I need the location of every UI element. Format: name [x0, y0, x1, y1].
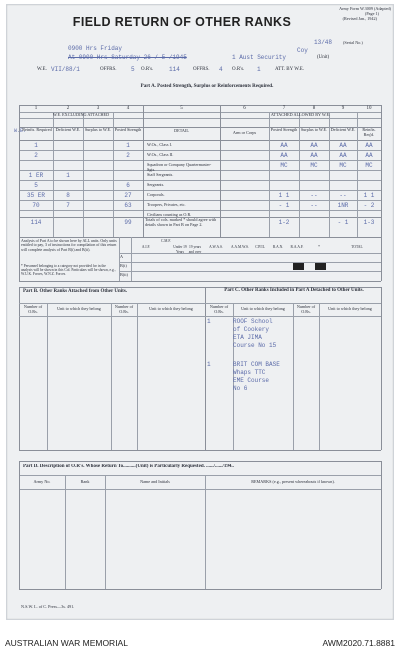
row-cell: AA: [365, 152, 373, 159]
part-d-head: REMARKS (e.g., present whereabouts if known).: [251, 479, 335, 484]
unit-label: (Unit): [317, 55, 330, 60]
row-cell: MC: [310, 162, 318, 169]
part-d-title: Part D. Description of O.R's. Whose Return To..........(Unit) is Particularly Requested. ....../....../194..: [23, 464, 234, 469]
col-head: Arm or Corps: [232, 130, 257, 135]
row-cell: MC: [365, 162, 373, 169]
row-detail: Troopers, Privates, etc.: [147, 202, 186, 207]
row-cell: AA: [339, 152, 347, 159]
part-d-head: Rank: [80, 479, 90, 484]
part-d-head: Name and Initials: [140, 479, 170, 484]
col-number: 10: [366, 106, 372, 111]
col-number: 4: [126, 106, 130, 111]
row-cell: 8: [66, 192, 70, 199]
hrs-friday: 0900 Hrs Friday: [68, 45, 123, 52]
row-cell: 1: [66, 172, 70, 179]
part-c-head: Unit to which they belong: [328, 306, 372, 311]
analysis-head: *: [318, 245, 320, 249]
analysis-head: A.A.M.W.S.: [231, 245, 249, 249]
col-head: Deficient W.E.: [55, 127, 81, 132]
col-head: Surplus to W.E.: [84, 127, 112, 132]
row-cell: 5: [34, 182, 38, 189]
part-b-head: Unit to which they belong: [149, 306, 193, 311]
row-cell: MC: [339, 162, 347, 169]
row-cell: --: [310, 202, 318, 209]
or2-label: O.R's.: [232, 67, 245, 72]
row-cell: 27: [124, 192, 132, 199]
part-c-entry-num: 1: [207, 361, 211, 368]
col-number: 6: [243, 106, 246, 111]
row-cell: --: [339, 192, 347, 199]
col-head: Reinfts. Req'd.: [362, 127, 376, 137]
analysis-row-a: A: [120, 254, 124, 259]
col-number: 2: [66, 106, 70, 111]
analysis-head: R.A.A.F.: [290, 245, 304, 249]
col-number: 5: [180, 106, 183, 111]
row-cell: AA: [365, 142, 373, 149]
row-cell: --: [310, 192, 318, 199]
or2-value: 1: [257, 66, 261, 73]
part-b-head: Number of O.Rs.: [114, 304, 134, 314]
serial-number: 13/48: [314, 39, 333, 46]
unit-typed: 1 Aust Security: [232, 54, 287, 61]
total-c4: 99: [124, 219, 132, 226]
total-c7: 1-2: [278, 219, 290, 226]
analysis-head: A.I.F.: [141, 245, 151, 249]
part-b-title: Part B. Other Ranks Attached from Other Units.: [23, 289, 128, 294]
part-b-head: Unit to which they belong: [57, 306, 101, 311]
row-cell: MC: [280, 162, 288, 169]
we-value: VII/88/1: [51, 66, 80, 73]
row-cell: AA: [280, 152, 288, 159]
row-cell: 6: [126, 182, 130, 189]
we-prefix: W.E.: [37, 67, 47, 72]
row-cell: - 1: [278, 202, 290, 209]
row-cell: - 2: [363, 202, 375, 209]
row-detail: W.Os., Class II.: [147, 152, 174, 157]
revised-label: (Revised Jan., 1942): [342, 16, 377, 21]
analysis-head: CIVIL: [255, 245, 265, 249]
offrs-label: OFFRS.: [100, 67, 117, 72]
analysis-head: Under 19 Years: [173, 245, 187, 254]
analysis-head: 19 years and over: [188, 245, 202, 254]
blacked-cell: [315, 263, 326, 270]
group-right-head: ATTACHED ALLOWED BY W.E.: [270, 112, 331, 117]
at-line: At 0900 Hrs Saturday 26 / 5 /1945: [68, 54, 187, 61]
part-b-head: Number of O.Rs.: [23, 304, 43, 314]
offrs2-label: OFFRS.: [193, 67, 210, 72]
serial-label: (Serial No.): [343, 40, 363, 45]
row-cell: AA: [310, 142, 318, 149]
analysis-text: Analysis of Part A to be shown here by ALL units. Only units entitled to pay, 3 of instructions for compilation of this return will complete analysis of Part B(i) and B(ii).: [21, 239, 117, 252]
row-cell: 63: [124, 202, 132, 209]
or-label: O.R's.: [141, 67, 154, 72]
row-detail: Corporals.: [147, 192, 165, 197]
row-detail: Civilians counting as O.R.: [147, 212, 192, 217]
row-cell: 1NR: [337, 202, 349, 209]
analysis-note: * Personnel belonging to a category not provided for in the analysis will be shown in this Col. Particulars will be shown, e.g., W.U.K. Forces, W.N.Z. Forces.: [21, 264, 116, 277]
totals-detail: Totals of cols. marked * should agree with details shown in Part B on Page 2.: [145, 217, 217, 227]
part-c-head: Unit to which they belong: [241, 306, 285, 311]
page-label: (Page 1): [364, 11, 379, 16]
col-head: Surplus to W.E.: [300, 127, 328, 132]
part-c-head: Number of O.Rs.: [209, 304, 229, 314]
blacked-cell: [293, 263, 304, 270]
part-c-entry-num: 1: [207, 318, 211, 325]
row-cell: 1 ER: [28, 172, 44, 179]
total-c1: 114: [30, 219, 42, 226]
analysis-head: TOTAL: [351, 245, 363, 249]
row-cell: AA: [280, 142, 288, 149]
col-head: Deficient W.E.: [330, 127, 356, 132]
analysis-head: A.W.A.S.: [209, 245, 223, 249]
col-head: Reinfts. Required: [22, 127, 52, 132]
total-c10: 1-3: [363, 219, 375, 226]
row-detail: W.Os., Class I.: [147, 142, 172, 147]
row-cell: 70: [32, 202, 40, 209]
col-number: 8: [312, 106, 316, 111]
form-title: FIELD RETURN OF OTHER RANKS: [72, 15, 292, 29]
army-form-label: Army Form W.3009 (Adapted): [339, 6, 391, 11]
footer-id: AWM2020.71.8881: [322, 638, 395, 648]
row-cell: 1 1: [278, 192, 290, 199]
row-cell: AA: [310, 152, 318, 159]
col-head: Posted Strength: [114, 127, 142, 132]
part-c-entry: BRIT COM BASE Whaps TTC EME Course No 6: [233, 361, 280, 392]
offrs2-value: 4: [219, 66, 223, 73]
part-d-head: Army No.: [33, 479, 51, 484]
part-c-entry: ROOF School of Cookery ETA JIMA Course No 15: [233, 318, 277, 349]
analysis-head: C.M.F.: [161, 239, 171, 243]
row-cell: 1: [126, 142, 130, 149]
col-number: 1: [34, 106, 38, 111]
coy-typed: Coy: [297, 47, 308, 54]
row-cell: 35 ER: [26, 192, 45, 199]
row-cell: 2: [126, 152, 130, 159]
col-number: 3: [96, 106, 100, 111]
col-number: 9: [341, 106, 345, 111]
col-head: Posted Strength: [270, 127, 298, 132]
row-detail: Sergeants.: [147, 182, 165, 187]
we-mark: W.E.: [14, 128, 27, 134]
row-detail: Staff Sergeants.: [147, 172, 174, 177]
row-cell: 1 1: [363, 192, 375, 199]
row-detail: Squadron or Company Quartermaster-Sgts.: [147, 162, 212, 172]
part-c-head: Number of O.Rs.: [296, 304, 316, 314]
att-label: ATT. BY W.E.: [275, 67, 305, 72]
part-a-title: Part A. Posted Strength, Surplus or Reinforcements Required.: [140, 84, 274, 89]
row-cell: 2: [34, 152, 38, 159]
row-cell: AA: [339, 142, 347, 149]
or-value: 114: [169, 66, 180, 73]
row-cell: 1: [34, 142, 38, 149]
col-number: 7: [282, 106, 286, 111]
form-sheet: [6, 4, 394, 620]
footer-archive: AUSTRALIAN WAR MEMORIAL: [5, 638, 128, 648]
analysis-head: R.A.N.: [272, 245, 284, 249]
analysis-row-bii: B(ii): [120, 272, 128, 277]
offrs-value: 5: [131, 66, 135, 73]
analysis-row-bi: B(i): [120, 263, 127, 268]
printer-note: N.S.W. L. of C. Press—3s. 491.: [21, 604, 75, 609]
group-left-head: W.E. EXCLUDING ATTACHED: [52, 112, 110, 117]
row-cell: 7: [66, 202, 70, 209]
detail-head: DETAIL: [174, 128, 189, 133]
total-c9: - 1: [337, 219, 349, 226]
part-c-title: Part C. Other Ranks Included in Part A Detached to Other Units.: [224, 288, 364, 293]
